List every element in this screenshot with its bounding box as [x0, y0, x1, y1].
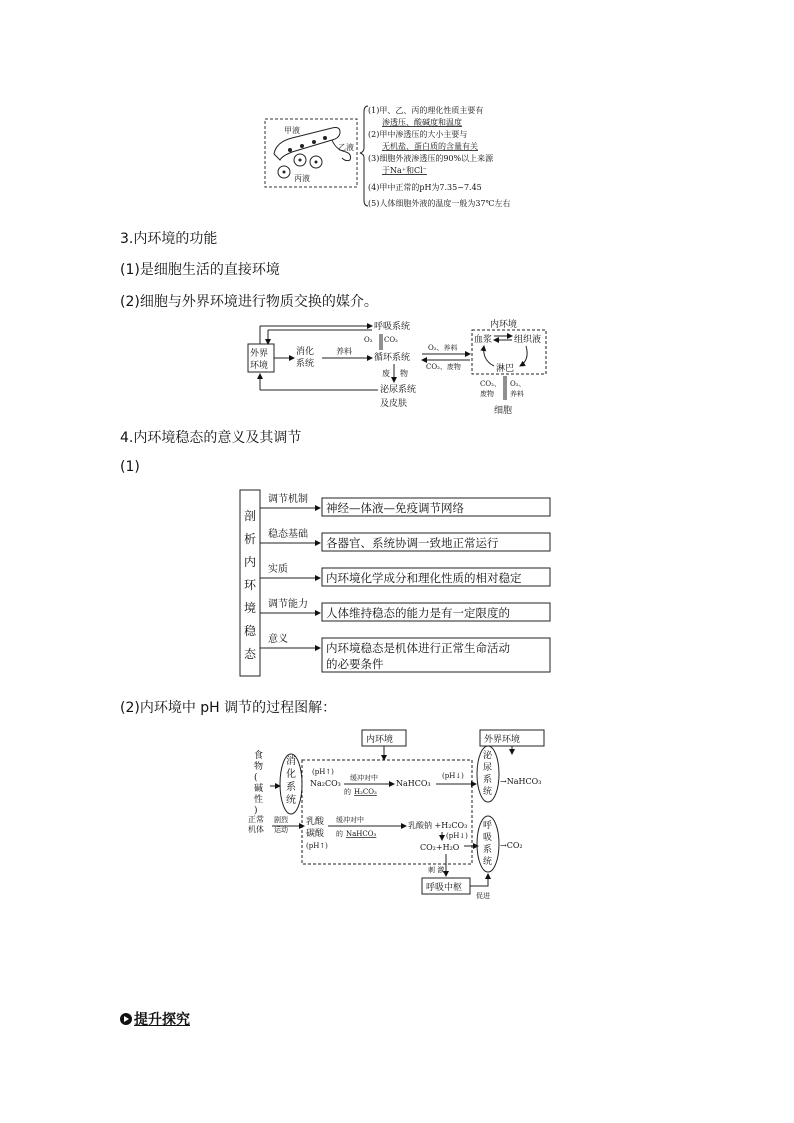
side-char: 剖 — [244, 509, 257, 523]
vertical-char: ) — [254, 806, 258, 816]
cell: 细胞 — [494, 406, 513, 416]
vertical-char: 统 — [483, 787, 493, 797]
vertical-char: 系 — [286, 782, 296, 793]
h2co3: H₂CO₃ — [354, 788, 377, 796]
resp-center: 呼吸中枢 — [426, 883, 463, 893]
row-label: 调节能力 — [268, 599, 308, 610]
section4-sub2: (2)内环境中 pH 调节的过程图解： — [120, 700, 337, 716]
vertical-char: 化 — [286, 769, 296, 780]
vertical-char: 统 — [286, 795, 296, 806]
homeostasis-diagram — [236, 486, 554, 680]
label-bing: 丙液 — [294, 174, 310, 183]
buffer-2b: 的 — [336, 830, 343, 838]
sodium-lactate: 乳酸钠 +H₂CO₃ — [408, 821, 468, 830]
vertical-char: ( — [254, 773, 258, 783]
row-label: 稳态基础 — [268, 529, 308, 540]
co2-waste: CO₂、废物 — [426, 363, 461, 371]
fig1-note-7: (4)甲中正常的pH为7.35~7.45 — [368, 183, 482, 192]
outer-env-box: 外界环境 — [484, 735, 521, 745]
row-content: 人体维持稳态的能力是有一定限度的 — [326, 606, 510, 620]
co2-out: →CO₂ — [500, 841, 523, 850]
fig1-note-3: (2)甲中渗透压的大小主要与 — [368, 130, 468, 139]
section4-sub1: (1) — [120, 459, 140, 475]
co2: CO₂ — [384, 336, 398, 344]
lift-explore-label: 提升探究 — [134, 1012, 190, 1028]
urinary-1: 泌尿系统 — [380, 385, 417, 395]
buffer-1: 缓冲对中 — [350, 774, 378, 782]
normal-2: 机体 — [248, 825, 264, 834]
inner-env: 内环境 — [490, 320, 518, 330]
row-content: 神经—体液—免疫调节网络 — [326, 501, 464, 515]
vertical-char: 统 — [483, 857, 493, 867]
row-content-2: 的必要条件 — [326, 657, 384, 671]
section3-item-1: (1)是细胞生活的直接环境 — [120, 262, 280, 278]
exercise-2: 运动 — [274, 826, 288, 834]
fig1-note-1: (1)甲、乙、丙的理化性质主要有 — [368, 106, 484, 115]
fig1-note-8: (5)人体细胞外液的温度一般为37℃左右 — [368, 199, 511, 208]
respiratory: 呼吸系统 — [374, 322, 411, 332]
promote: 促进 — [476, 892, 490, 900]
cell-left-2: 废物 — [480, 390, 494, 398]
cell-right-2: 养料 — [510, 390, 524, 398]
vertical-char: 物 — [254, 762, 264, 772]
vertical-char: 系 — [483, 845, 493, 855]
cell-left-1: CO₂、 — [480, 380, 501, 388]
vertical-char: 呼 — [483, 821, 493, 831]
vertical-char: 碱 — [254, 784, 264, 794]
row-content: 内环境稳态是机体进行正常生命活动 — [326, 641, 510, 655]
o2: O₂ — [364, 336, 373, 344]
label-jia: 甲液 — [284, 126, 300, 135]
nahco3-out: →NaHCO₃ — [500, 777, 542, 786]
lymph: 淋巴 — [496, 364, 515, 374]
cell-right-1: O₂、 — [510, 380, 526, 388]
lactic-2: 碳酸 — [306, 829, 325, 839]
co2-h2o: CO₂+H₂O — [420, 843, 460, 852]
exchange-diagram — [244, 316, 554, 420]
ph-regulation-diagram — [246, 726, 556, 902]
nahco3: NaHCO₃ — [396, 779, 431, 788]
waste-2: 物 — [400, 369, 408, 378]
digest-2: 系统 — [296, 359, 315, 369]
vertical-char: 性 — [254, 795, 264, 805]
section3-item-2: (2)细胞与外界环境进行物质交换的媒介。 — [120, 294, 378, 310]
stimulate: 刺 激 — [428, 866, 445, 874]
circulatory: 循环系统 — [374, 353, 411, 363]
fig1-note-5: (3)细胞外液渗透压的90%以上来源 — [368, 154, 494, 163]
body-fluid-figure — [262, 102, 542, 210]
lactic-1: 乳酸 — [306, 817, 325, 827]
row-content: 内环境化学成分和理化性质的相对稳定 — [326, 571, 522, 585]
plasma: 血浆 — [474, 335, 493, 345]
fig1-note-6: 于Na⁺和Cl⁻ — [382, 166, 427, 175]
section3-title: 3.内环境的功能 — [120, 231, 218, 247]
normal-1: 正常 — [248, 815, 264, 824]
play-icon — [120, 1013, 132, 1025]
buffer-2: 缓冲对中 — [336, 816, 364, 824]
side-char: 环 — [244, 578, 257, 592]
row-label: 实质 — [268, 564, 288, 575]
ph-up-2: (pH↑) — [306, 842, 328, 850]
vertical-char: 泌 — [483, 751, 493, 761]
buffer-1b: 的 — [344, 788, 351, 796]
row-content: 各器官、系统协调一致地正常运行 — [326, 536, 499, 550]
na2co3: Na₂CO₃ — [310, 779, 341, 788]
vertical-char: 消 — [286, 756, 296, 767]
urinary-2: 及皮肤 — [380, 399, 408, 409]
exercise-1: 剧烈 — [274, 816, 288, 824]
digest-1: 消化 — [296, 347, 315, 357]
vertical-char: 系 — [483, 775, 493, 785]
side-char: 稳 — [244, 624, 257, 638]
lift-explore[interactable] — [120, 1009, 190, 1029]
ph-down-1: (pH↓) — [442, 772, 464, 780]
outer-env-2: 环境 — [250, 361, 269, 371]
side-char: 析 — [244, 532, 257, 546]
ph-down-2: (pH↓) — [446, 832, 468, 840]
vertical-char: 吸 — [483, 833, 493, 843]
nahco3-b: NaHCO₃ — [346, 830, 377, 838]
side-char: 内 — [244, 555, 257, 569]
side-char: 境 — [244, 601, 257, 615]
waste-1: 废 — [382, 369, 390, 378]
vertical-char: 尿 — [483, 763, 493, 773]
tissue-fluid: 组织液 — [514, 335, 542, 345]
fig1-note-4: 无机盐、蛋白质的含量有关 — [382, 142, 478, 151]
row-label: 调节机制 — [268, 494, 308, 505]
inner-env-box: 内环境 — [366, 735, 394, 745]
section4-title: 4.内环境稳态的意义及其调节 — [120, 430, 302, 446]
outer-env-1: 外界 — [250, 349, 269, 359]
fig1-note-2: 渗透压、酸碱度和温度 — [382, 118, 462, 127]
label-yi: 乙液 — [338, 143, 354, 152]
side-char: 态 — [244, 647, 257, 661]
ph-up-1: (pH↑) — [312, 768, 334, 776]
o2-nutrients: O₂、养料 — [428, 344, 458, 352]
vertical-char: 食 — [254, 751, 264, 761]
row-label: 意义 — [268, 634, 288, 645]
nutrients: 养料 — [336, 347, 352, 356]
